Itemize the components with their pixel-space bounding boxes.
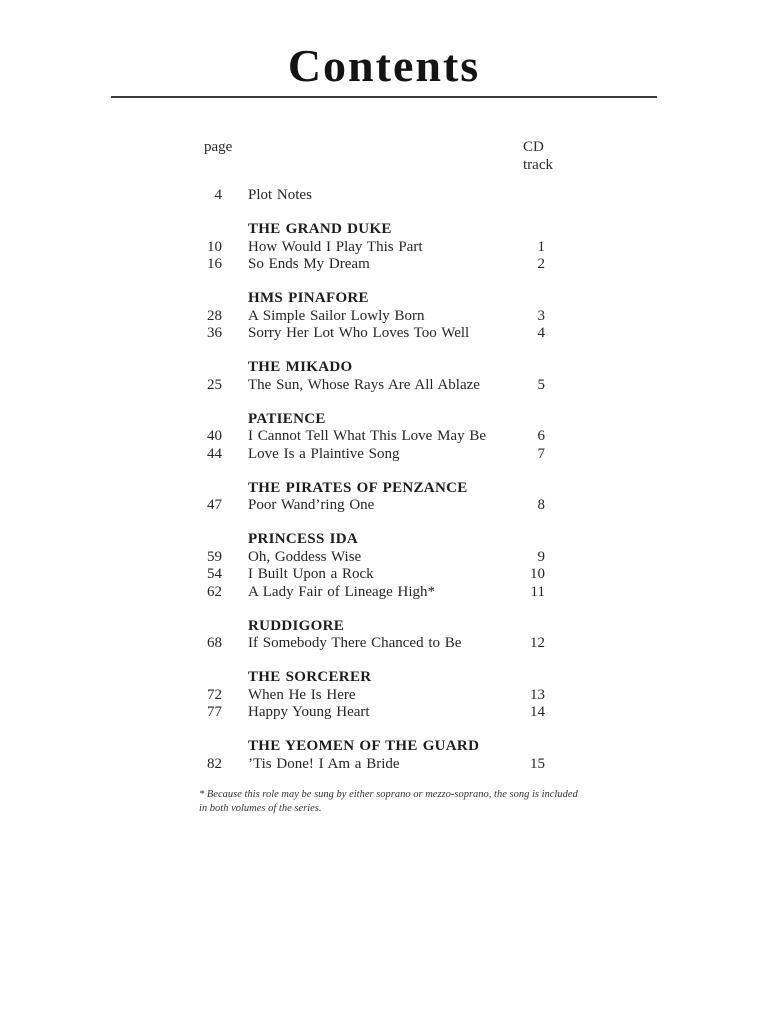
song-title: Love Is a Plaintive Song [248,445,400,462]
page-number: 72 [207,686,222,703]
page-number: 68 [207,635,222,651]
song-title: If Somebody There Chanced to Be [248,635,462,651]
show-heading: PATIENCE [248,410,326,427]
toc-row [165,584,545,602]
cd-track-column-header [523,138,553,174]
toc-row [165,566,545,584]
track-number: 14 [530,704,545,720]
track-label: track [523,157,553,173]
show-heading: THE PIRATES OF PENZANCE [248,479,468,496]
track-number: 1 [537,238,545,255]
song-title: Sorry Her Lot Who Loves Too Well [248,325,470,341]
cd-label: CD [523,139,544,155]
song-title: A Simple Sailor Lowly Born [248,307,425,324]
show-heading: THE YEOMEN OF THE GUARD [248,738,480,754]
track-number: 10 [530,566,545,582]
page-number: 54 [207,566,222,582]
track-number: 2 [537,256,545,272]
page-number: 4 [214,187,222,203]
song-title: Plot Notes [248,187,312,203]
show-heading: HMS PINAFORE [248,290,369,306]
song-title: I Cannot Tell What This Love May Be [248,428,486,444]
song-title: Poor Wand’ring One [248,497,375,513]
track-number: 11 [530,583,545,600]
toc-row [165,635,545,653]
show-heading: PRINCESS IDA [248,531,359,547]
track-number [499,187,545,205]
track-number: 12 [530,635,545,651]
show-heading: THE SORCERER [248,669,372,685]
page-number: 62 [207,583,222,600]
toc-row [165,308,545,326]
toc-row [165,256,545,274]
page-number: 47 [207,497,222,513]
page-column-header: page [204,139,233,155]
toc-row [165,497,545,515]
title-rule [111,96,657,98]
song-title: Happy Young Heart [248,704,370,720]
toc-row [165,446,545,464]
page-number: 59 [207,548,222,565]
page-number: 10 [207,238,222,255]
show-heading: RUDDIGORE [248,617,345,634]
track-number: 5 [537,376,545,393]
track-number: 7 [537,445,545,462]
toc-row [165,187,545,205]
song-title: When He Is Here [248,686,356,703]
page-number: 82 [207,755,222,772]
page-title: Contents [287,40,481,91]
page-number: 28 [207,307,222,324]
toc-row [165,377,545,395]
song-title: A Lady Fair of Lineage High* [248,583,436,600]
track-number: 15 [530,755,545,772]
song-title: I Built Upon a Rock [248,566,374,582]
page-number: 44 [207,445,222,462]
page-number: 40 [207,428,222,444]
toc-row [165,687,545,705]
song-title: The Sun, Whose Rays Are All Ablaze [248,376,480,393]
track-number: 3 [537,307,545,324]
track-number: 4 [537,325,545,341]
footnote: * Because this role may be sung by either soprano or mezzo-soprano, the song is included in both volumes of the series. [199,789,578,814]
page-number: 77 [207,704,222,720]
toc-row [165,756,545,774]
track-number: 8 [537,497,545,513]
toc-row [165,704,545,722]
page-number: 36 [207,325,222,341]
toc-list [165,187,545,773]
show-heading: THE GRAND DUKE [248,221,392,237]
track-number: 6 [537,428,545,444]
song-title: ’Tis Done! I Am a Bride [248,755,400,772]
page-number: 25 [207,376,222,393]
song-title: Oh, Goddess Wise [248,548,362,565]
toc-row [165,428,545,446]
song-title: So Ends My Dream [248,256,370,272]
toc-row [165,325,545,343]
track-number: 9 [537,548,545,565]
track-number: 13 [530,686,545,703]
song-title: How Would I Play This Part [248,238,423,255]
page-number: 16 [207,256,222,272]
toc-row [165,239,545,257]
toc-row [165,549,545,567]
show-heading: THE MIKADO [248,359,353,375]
